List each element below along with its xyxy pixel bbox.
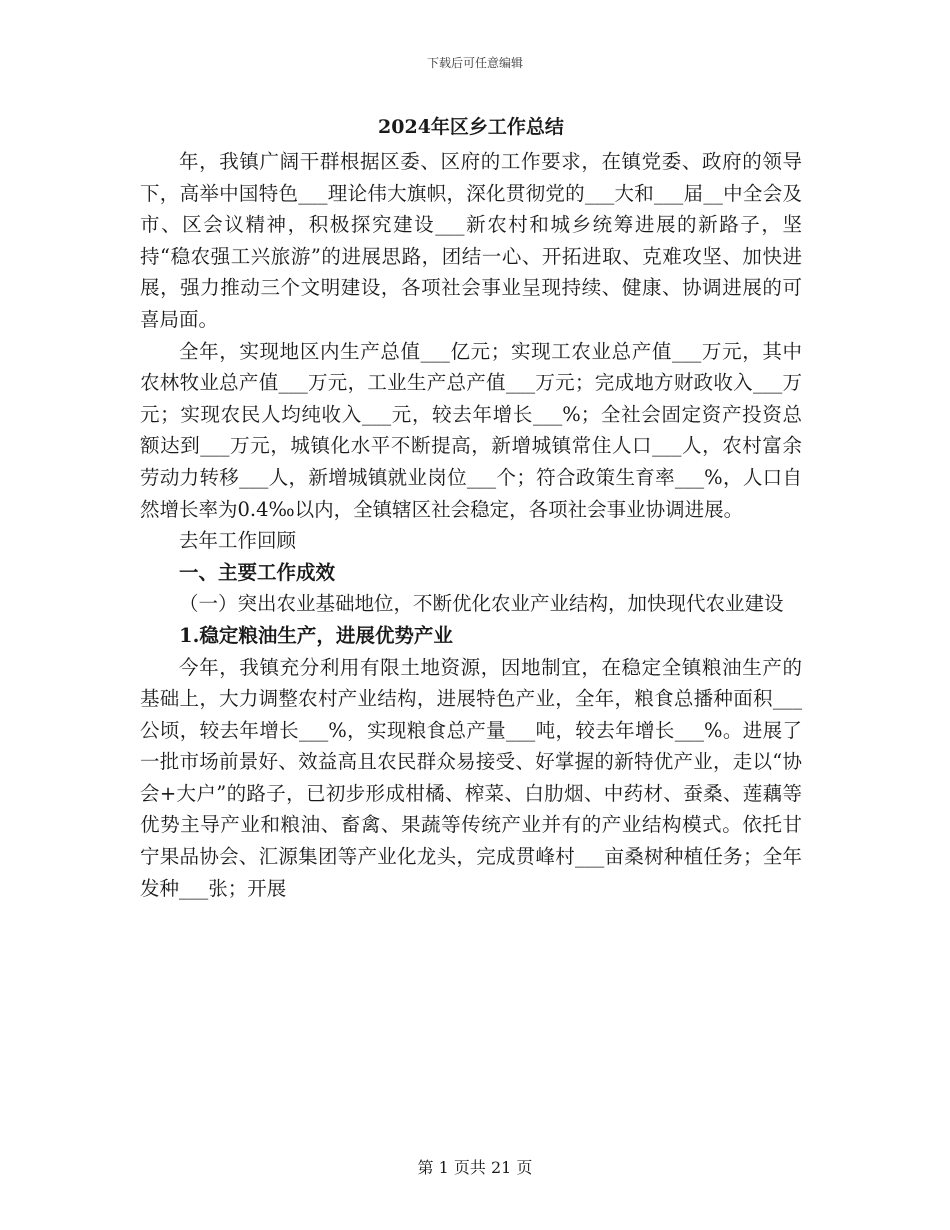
page-footer: 第 1 页共 21 页 <box>417 1158 533 1177</box>
subsection-heading: （一）突出农业基础地位，不断优化农业产业结构，加快现代农业建设 <box>179 592 784 616</box>
paragraph-intro: 年，我镇广阔干群根据区委、区府的工作要求，在镇党委、政府的领导下，高举中国特色___理论伟大旗帜，深化贯彻党的___大和___届__中全会及市、区会议精神，积极探究建设___新农村和城乡统筹进展的新路子，坚持“稳农强工兴旅游”的进展思路，团结一心、开拓进取、克难攻坚、加快进展，强力推动三个文明建设，各项社会事业呈现持续、健康、协调进展的可喜局面。 <box>140 150 802 331</box>
paragraph-review-label: 去年工作回顾 <box>179 529 297 553</box>
document-body <box>140 112 802 904</box>
header-note: 下载后可任意编辑 <box>426 56 523 70</box>
section-heading: 一、主要工作成效 <box>179 560 336 584</box>
document-title: 2024年区乡工作总结 <box>378 116 564 138</box>
item-heading: 1.稳定粮油生产，进展优势产业 <box>179 623 453 647</box>
paragraph-agriculture: 今年，我镇充分利用有限土地资源，因地制宜，在稳定全镇粮油生产的基础上，大力调整农村产业结构，进展特色产业，全年，粮食总播种面积___公顷，较去年增长___%，实现粮食总产量___吨，较去年增长___%。进展了一批市场前景好、效益高且农民群众易接受、好掌握的新特优产业，走以“协会+大户”的路子，已初步形成柑橘、榨菜、白肋烟、中药材、蚕桑、莲藕等优势主导产业和粮油、畜禽、果蔬等传统产业并有的产业结构模式。依托甘宁果品协会、汇源集团等产业化龙头，完成贯峰村___亩桑树种植任务；全年发种___张；开展 <box>140 655 802 900</box>
paragraph-statistics: 全年，实现地区内生产总值___亿元；实现工农业总产值___万元，其中农林牧业总产值___万元，工业生产总产值___万元；完成地方财政收入___万元；实现农民人均纯收入___元，较去年增长___%；全社会固定资产投资总额达到___万元，城镇化水平不断提高，新增城镇常住人口___人，农村富余劳动力转移___人，新增城镇就业岗位___个；符合政策生育率___%，人口自然增长率为0.4‰以内，全镇辖区社会稳定，各项社会事业协调进展。 <box>140 339 802 521</box>
